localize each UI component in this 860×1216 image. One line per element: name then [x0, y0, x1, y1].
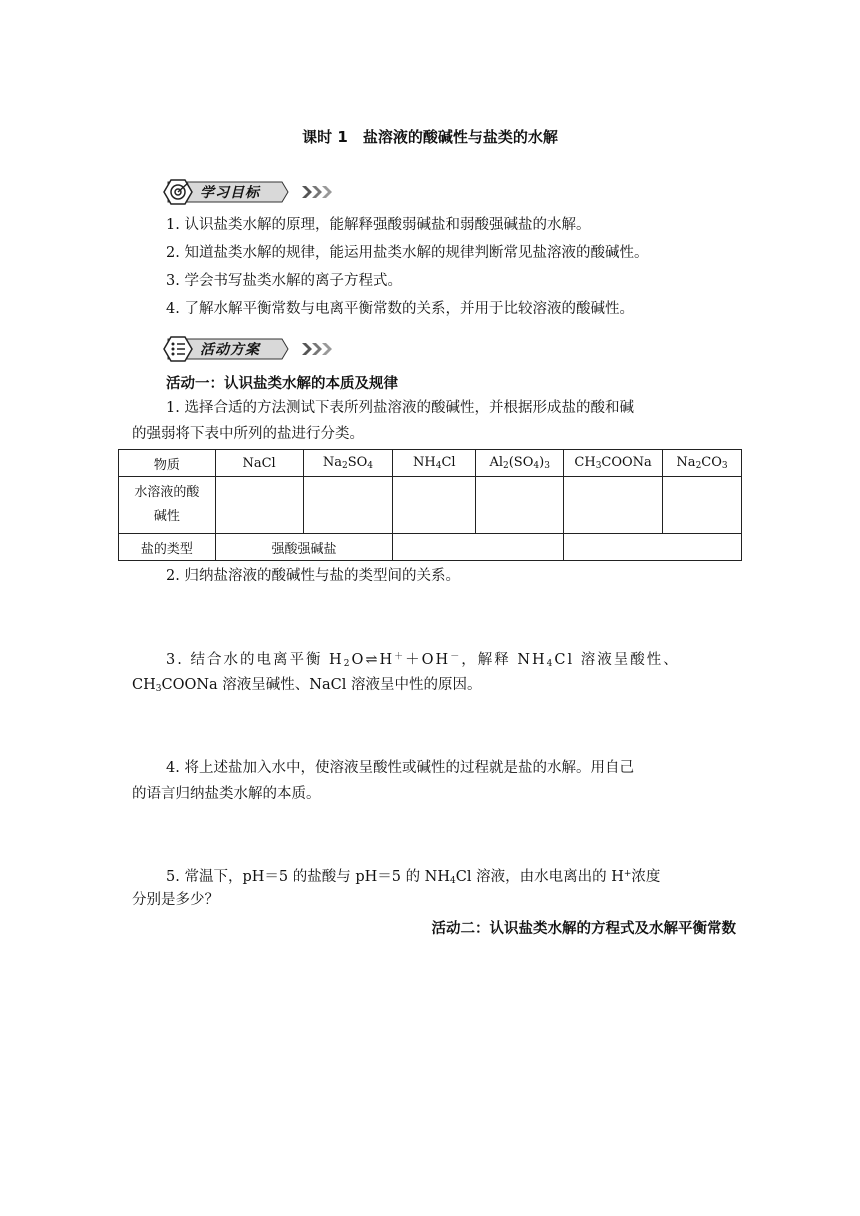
table-cell-empty: [476, 477, 564, 534]
table-cell-empty: [663, 477, 742, 534]
table-header-acidity: 水溶液的酸 碱性: [119, 477, 216, 534]
table-row-substance: [119, 450, 742, 477]
q1-line2: 的强弱将下表中所列的盐进行分类。: [132, 426, 364, 442]
q5-line2: 分别是多少？: [132, 892, 219, 908]
goal-item-2: 2. 知道盐类水解的规律，能运用盐类水解的规律判断常见盐溶液的酸碱性。: [166, 245, 649, 261]
goals-badge-label: 学习目标: [200, 185, 260, 201]
table-cell-empty: [393, 477, 476, 534]
plan-badge: [162, 336, 340, 362]
table-cell-empty: [215, 477, 303, 534]
goal-item-1: 1. 认识盐类水解的原理，能解释强酸弱碱盐和弱酸强碱盐的水解。: [166, 217, 591, 233]
q4-line2: 的语言归纳盐类水解的本质。: [132, 786, 321, 802]
q3-line1: 3. 结合水的电离平衡 $H_2O\rightleftharpoons H^++OH^-$，解释 $NH_4Cl$ 溶液呈酸性、: [166, 652, 680, 669]
salt-na2so4: $Na_2SO_4$: [303, 450, 393, 477]
goal-item-4: 4. 了解水解平衡常数与电离平衡常数的关系，并用于比较溶液的酸碱性。: [166, 301, 634, 317]
q2: 2. 归纳盐溶液的酸碱性与盐的类型间的关系。: [166, 568, 460, 584]
q3-line2: $CH_3COONa$ 溶液呈碱性、NaCl 溶液呈中性的原因。: [132, 677, 482, 694]
salt-table: [118, 449, 742, 561]
salt-na2co3: $Na_2CO_3$: [663, 450, 742, 477]
table-cell-empty: [564, 477, 663, 534]
activity2-title: 活动二：认识盐类水解的方程式及水解平衡常数: [431, 921, 736, 937]
salt-nh4cl: $NH_4Cl$: [393, 450, 476, 477]
table-cell-empty: [393, 534, 564, 561]
table-cell-empty: [564, 534, 742, 561]
salt-nacl: NaCl: [215, 450, 303, 477]
q1-line1: 1. 选择合适的方法测试下表所列盐溶液的酸碱性，并根据形成盐的酸和碱: [166, 400, 634, 416]
table-row-type: [119, 534, 742, 561]
table-row-acidity: [119, 477, 742, 534]
salt-type-strong-strong: 强酸强碱盐: [215, 534, 393, 561]
table-cell-empty: [303, 477, 393, 534]
table-header-substance: 物质: [119, 450, 216, 477]
q5-line1: 5. 常温下，pH＝5 的盐酸与 pH＝5 的 $NH_4Cl$ 溶液，由水电离出的 H+浓度: [166, 869, 661, 886]
table-header-type: 盐的类型: [119, 534, 216, 561]
salt-ch3coona: $CH_3COONa$: [564, 450, 663, 477]
activity1-title: 活动一：认识盐类水解的本质及规律: [166, 376, 398, 392]
q4-line1: 4. 将上述盐加入水中，使溶液呈酸性或碱性的过程就是盐的水解。用自己: [166, 760, 634, 776]
plan-badge-label: 活动方案: [200, 342, 260, 358]
goal-item-3: 3. 学会书写盐类水解的离子方程式。: [166, 273, 402, 289]
equilibrium-arrow-icon: ⇌: [365, 652, 380, 668]
salt-al2so43: $Al_2(SO_4)_3$: [476, 450, 564, 477]
page-title: 课时 1 盐溶液的酸碱性与盐类的水解: [302, 128, 558, 146]
goals-badge: [162, 179, 340, 205]
